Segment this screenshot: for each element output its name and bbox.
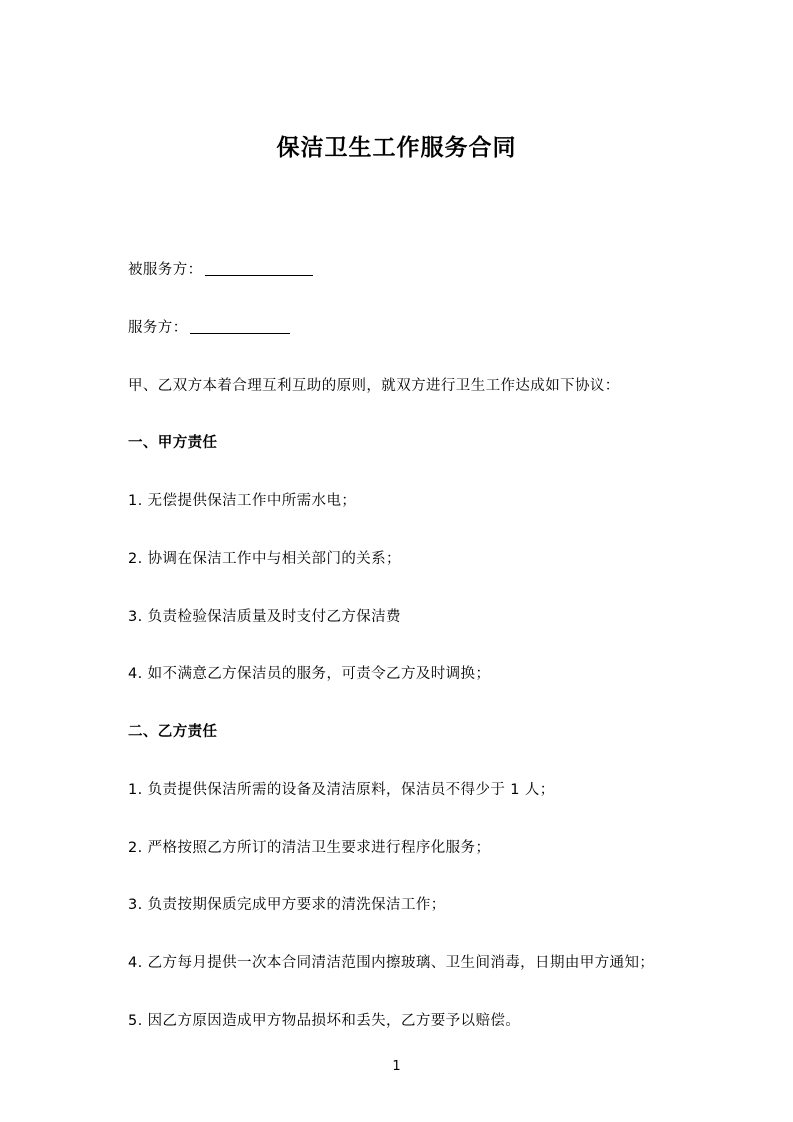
document-body <box>0 260 793 1033</box>
section-heading-party-b: 二、乙方责任 <box>128 724 218 741</box>
list-item-b-3: 3. 负责按期保质完成甲方要求的清洗保洁工作； <box>128 897 446 914</box>
list-item-b-1: 1. 负责提供保洁所需的设备及清洁原料，保洁员不得少于 1 人； <box>128 781 555 798</box>
field-blank-service-party[interactable] <box>190 333 290 334</box>
list-item-a-1: 1. 无偿提供保洁工作中所需水电； <box>128 493 357 510</box>
field-label-service-party: 服务方： <box>128 319 188 336</box>
paragraph-intro: 甲、乙双方本着合理互利互助的原则，就双方进行卫生工作达成如下协议： <box>128 377 620 394</box>
page-number: 1 <box>392 1059 401 1074</box>
field-blank-served-party[interactable] <box>205 275 313 276</box>
list-item-a-2: 2. 协调在保洁工作中与相关部门的关系； <box>128 550 401 567</box>
list-item-b-5: 5. 因乙方原因造成甲方物品损坏和丢失，乙方要予以赔偿。 <box>128 1012 521 1029</box>
list-item-a-4: 4. 如不满意乙方保洁员的服务，可责令乙方及时调换； <box>128 666 491 683</box>
field-label-served-party: 被服务方： <box>128 262 203 279</box>
page-title: 保洁卫生工作服务合同 <box>276 135 517 161</box>
field-row-service-party <box>128 318 665 340</box>
list-item-b-4: 4. 乙方每月提供一次本合同清洁范围内擦玻璃、卫生间消毒，日期由甲方通知； <box>128 955 655 972</box>
field-row-served-party <box>128 260 665 282</box>
list-item-b-2: 2. 严格按照乙方所订的清洁卫生要求进行程序化服务； <box>128 839 491 856</box>
list-item-a-3: 3. 负责检验保洁质量及时支付乙方保洁费 <box>128 608 401 625</box>
section-heading-party-a: 一、甲方责任 <box>128 435 218 452</box>
